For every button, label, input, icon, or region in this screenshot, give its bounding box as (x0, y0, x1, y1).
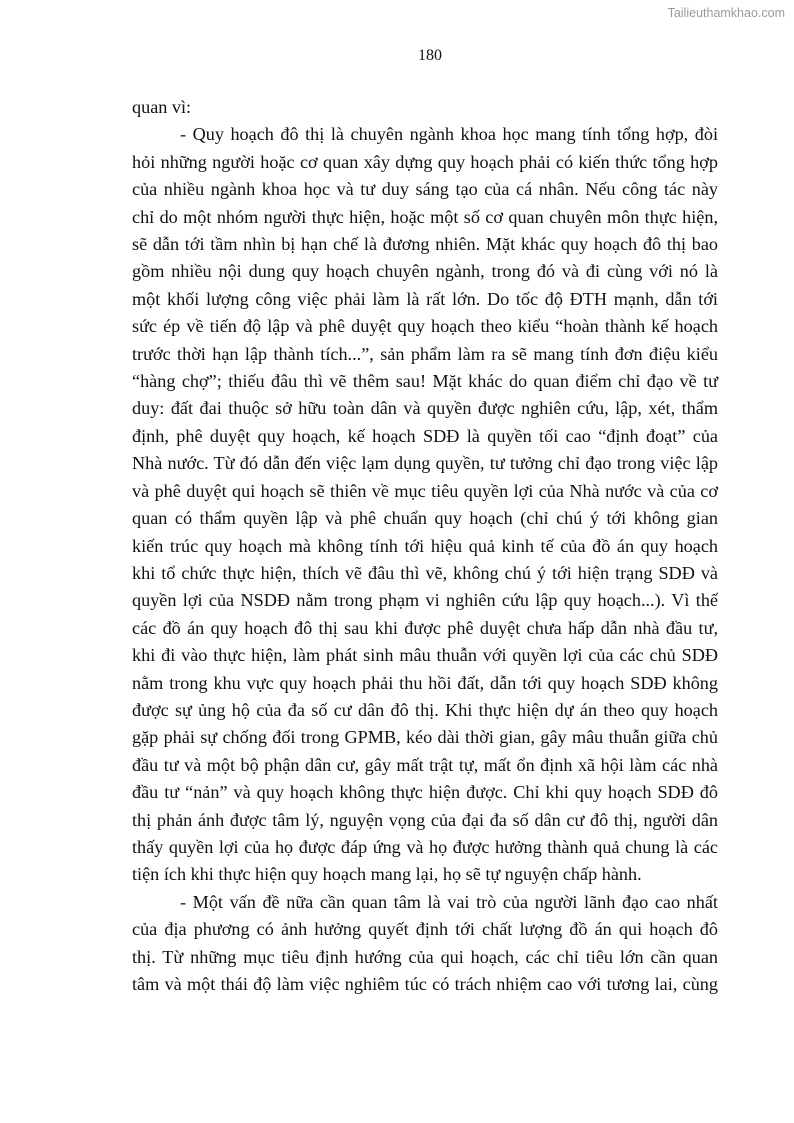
text-line: Nhà nước. Từ đó dẫn đến việc lạm dụng quyền, tư tưởng chỉ đạo trong việc lập (132, 453, 718, 474)
watermark: Tailieuthamkhao.com (667, 6, 785, 20)
paragraph-end-line: tiện ích khi thực hiện quy hoạch mang lại, họ sẽ tự nguyện chấp hành. (132, 864, 642, 885)
text-line: gồm nhiều nội dung quy hoạch chuyên ngành, trong đó và đi cùng với nó là (132, 261, 718, 282)
text-line: các đồ án quy hoạch đô thị sau khi được phê duyệt chưa hấp dẫn nhà đầu tư, (132, 617, 718, 638)
text-line: trước thời hạn lập thành tích...”, sản phẩm làm ra sẽ mang tính đơn điệu kiểu (132, 343, 718, 364)
text-line: chỉ do một nhóm người thực hiện, hoặc một số cơ quan chuyên môn thực hiện, (132, 206, 718, 227)
paragraph-start-line: - Quy hoạch đô thị là chuyên ngành khoa học mang tính tổng hợp, đòi (180, 124, 718, 145)
text-line: quan vì: (132, 97, 192, 117)
text-line: của địa phương có ảnh hưởng quyết định tới chất lượng đồ án qui hoạch đô (132, 919, 718, 940)
text-line: sẽ dẫn tới tầm nhìn bị hạn chế là đương nhiên. Mặt khác quy hoạch đô thị bao (132, 234, 718, 255)
text-line: khi tổ chức thực hiện, thích vẽ đâu thì vẽ, không chú ý tới hiện trạng SDĐ và (132, 562, 718, 583)
paragraph-start-line: - Một vấn đề nữa cần quan tâm là vai trò của người lãnh đạo cao nhất (180, 891, 718, 912)
text-line: khi đi vào thực hiện, làm phát sinh mâu thuẫn với quyền lợi của các chủ SDĐ (132, 645, 718, 666)
text-line: một khối lượng công việc phải làm là rất lớn. Do tốc độ ĐTH mạnh, dẫn tới (132, 288, 718, 309)
text-line: đầu tư và một bộ phận dân cư, gây mất trật tự, mất ổn định xã hội làm các nhà (132, 754, 718, 775)
text-line: hỏi những người hoặc cơ quan xây dựng quy hoạch phải có kiến thức tổng hợp (132, 151, 718, 172)
document-body (132, 94, 718, 998)
text-line: tâm và một thái độ làm việc nghiêm túc có trách nhiệm cao với tương lai, cùng (132, 974, 718, 994)
text-line: nằm trong khu vực quy hoạch phải thu hồi đất, dẫn tới quy hoạch SDĐ không (132, 672, 718, 693)
page-number: 180 (418, 47, 442, 64)
text-line: của nhiều ngành khoa học và tư duy sáng tạo của cá nhân. Nếu công tác này (132, 179, 718, 200)
text-line: thấy quyền lợi của họ được đáp ứng và họ được hưởng thành quả chung là các (132, 836, 718, 857)
text-line: sức ép về tiến độ lập và phê duyệt quy hoạch theo kiểu “hoàn thành kế hoạch (132, 316, 718, 337)
text-line: đầu tư “nản” và quy hoạch không thực hiện được. Chỉ khi quy hoạch SDĐ đô (132, 782, 718, 803)
text-line: định, phê duyệt quy hoạch, kế hoạch SDĐ là quyền tối cao “định đoạt” của (132, 425, 718, 446)
text-line: thị. Từ những mục tiêu định hướng của qui hoạch, các chỉ tiêu lớn cần quan (132, 946, 718, 967)
text-line: quyền lợi của NSDĐ nằm trong phạm vi nghiên cứu lập quy hoạch...). Vì thế (132, 590, 718, 611)
text-line: thị phản ánh được tâm lý, nguyện vọng của đại đa số dân cư đô thị, người dân (132, 809, 718, 830)
text-line: quan có thẩm quyền lập và phê chuẩn quy hoạch (chỉ chú ý tới không gian (132, 508, 718, 529)
text-line: duy: đất đai thuộc sở hữu toàn dân và quyền được nghiên cứu, lập, xét, thẩm (132, 398, 718, 419)
text-line: được sự ủng hộ của đa số cư dân đô thị. Khi thực hiện dự án theo quy hoạch (132, 699, 718, 720)
text-line: gặp phải sự chống đối trong GPMB, kéo dài thời gian, gây mâu thuẫn giữa chủ (132, 727, 718, 748)
text-line: kiến trúc quy hoạch mà không tính tới hiệu quả kinh tế của đồ án quy hoạch (132, 535, 718, 556)
text-line: “hàng chợ”; thiếu đâu thì vẽ thêm sau! Mặt khác do quan điểm chỉ đạo về tư (132, 371, 718, 392)
text-line: và phê duyệt qui hoạch sẽ thiên về mục tiêu quyền lợi của Nhà nước và của cơ (132, 480, 718, 501)
